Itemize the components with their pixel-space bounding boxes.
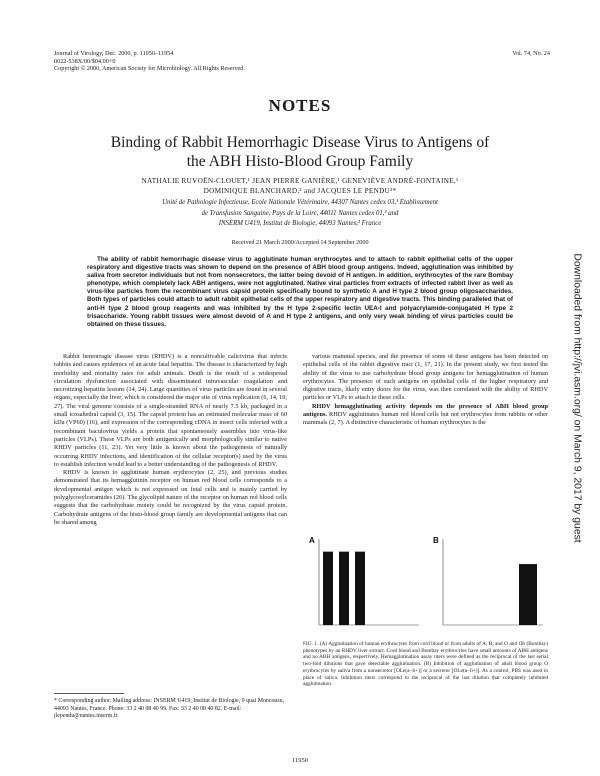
corresponding-author-footnote: * Corresponding author. Mailing address: INSERM U419, Institut de Biologie, 9 quai Moncousu, 44093 Nantes, France. Phone: 33 2 40 08 40 99. Fax: 33 2 40 08 40 82. E-mail: jlependu@nantes.inserm.fr. <box>54 698 285 720</box>
right-column <box>303 353 548 428</box>
runin-heading: RHDV hemagglutinating activity depends on the presence of ABH blood group antigens. <box>303 402 548 419</box>
bar-a-2 <box>355 552 365 625</box>
title-line-1: Binding of Rabbit Hemorrhagic Disease Virus to Antigens of <box>110 134 490 151</box>
panel-label-b: B <box>433 536 439 545</box>
figure-1-chart <box>303 527 548 635</box>
download-banner[interactable] <box>572 158 582 638</box>
running-header <box>54 50 245 73</box>
left-column <box>54 353 287 527</box>
abstract: The ability of rabbit hemorrhagic disease virus to agglutinate human erythrocytes and to attach to rabbit epithelial cells of the upper respiratory and digestive tracts was shown to depend on the presence of ABH blood group antigens. Indeed, agglutination was inhibited by saliva from secretor individuals but not from nonsecretors, the latter being devoid of H antigen. In addition, erythrocytes of the rare Bombay phenotype, which completely lack ABH antigens, were not agglutinated. Native viral particles from extracts of infected rabbit liver as well as virus-like particles from the recombinant virus capsid protein specifically bound to synthetic A and H type 2 blood group oligosaccharides. Both types of particles could attach to adult rabbit epithelial cells of the upper respiratory and digestive tracts. This binding paralleled that of anti-H type 2 blood group reagents and was inhibited by the H type 2-specific lectin UEA-I and polyacrylamide-conjugated H type 2 trisaccharide. Young rabbit tissues were almost devoid of A and H type 2 antigens, and only very weak binding of virus particles could be obtained on these tissues. <box>87 256 513 328</box>
authors-line-2: DOMINIQUE BLANCHARD,² and JACQUES LE PENDU³* <box>203 187 397 195</box>
body-paragraph <box>303 403 548 428</box>
footnote-divider <box>54 693 124 694</box>
affiliation-line-2: de Transfusion Sanguine, Pays de la Loire, 44011 Nantes cedex 01,² and <box>201 209 399 217</box>
author-list <box>60 176 540 196</box>
issn-line: 0022-538X/00/$04.00+0 <box>54 57 116 65</box>
page-number: 11950 <box>291 757 308 764</box>
article-title <box>60 133 540 171</box>
section-label: NOTES <box>268 96 332 115</box>
figure-caption: FIG. 1. (A) Agglutination of human erythrocytes from cord blood or from adults of A, B, and O and Oh (Bombay) phenotypes by an RHDV liver extract. Cord blood and Bombay erythrocytes have small amounts of ABH antigens and no ABH antigens, respectively. Hemagglutination assay titers were defined as the reciprocal of the last serial two-fold dilutions that gave detectable agglutination. (B) Inhibition of agglutination of adult blood group O erythrocytes by saliva from a nonsecretor [OLe(a−b+)] or a secretor [OLe(a−b+)]. As a control, PBS was used in place of saliva. Inhibition titers correspond to the reciprocal of the last dilution that completely inhibited agglutination. <box>303 641 548 688</box>
volume-number: Vol. 74, No. 24 <box>512 50 550 57</box>
title-line-2: the ABH Histo-Blood Group Family <box>186 153 414 170</box>
download-banner-text[interactable]: Downloaded from http://jvi.asm.org/ on March 9, 2017 by guest <box>571 253 583 543</box>
received-dates: Received 21 March 2000/Accepted 14 September 2000 <box>231 239 369 246</box>
bar-a-0 <box>323 552 333 625</box>
bar-b-1 <box>519 564 537 625</box>
copyright-line: Copyright © 2000, American Society for Microbiology. All Rights Reserved. <box>54 65 245 73</box>
body-paragraph: Rabbit hemorragic disease virus (RHDV) is a noncultivable calicivirus that infects rabbits and causes epidemics of an acute fatal hepatitis. The disease is characterized by high morbidity and mortality rates for adult animals. Death is the result of a widespread circulation dysfunction associated with disseminated intravascular coagulation and necrotizing hepatitis lesions (14, 24). Large quantities of virus particles are found in several organs, especially the liver, which is considered the major site of virus replication (6, 14, 19, 27). The viral genome consists of a single-stranded RNA of nearly 7.5 kb, packaged in a small icosahedral capsid (3, 15). The capsid protein has an estimated molecular mass of 60 kDa (VP60) (16), and expression of the corresponding cDNA in insect cells infected with a recombinant baculovirus yields a protein that spontaneously assembles into virus-like particles (VLPs). These VLPs are both antigenically and morphologically similar to native RHDV particles (11, 23). Yet very little is known about the pathogenesis of naturally occurring RHDV infections, and identification of the cellular receptor(s) used by the virus to establish infection would lead to a better understanding of the pathogenesis of RHDV. <box>54 353 287 468</box>
affiliations <box>60 198 540 230</box>
journal-citation: Journal of Virology, Dec. 2000, p. 11950–11954 <box>54 50 174 57</box>
body-paragraph: RHDV is known to agglutinate human erythrocytes (2, 25), and previous studies demonstrated that its hemagglutinin receptor on human red blood cells corresponds to a developmental antigen which is not expressed on fetal cells and is mainly carried by polyglycosylceramides (26). The glycolipid nature of the receptor on human red blood cells suggests that the carbohydrate moiety could be recognized by the virus capsid protein. Carbohydrate antigens of the histo-blood group family are developmental antigens that can be shared among <box>54 469 287 526</box>
affiliation-line-1: Unité de Pathologie Infectieuse, Ecole Nationale Vétérinaire, 44307 Nantes cedex 03,¹ Etablissement <box>162 199 438 206</box>
bar-a-1 <box>339 552 349 625</box>
paragraph-text: RHDV agglutinates human red blood cells but not erythrocytes from rabbits or other mammals (2, 7). A distinctive characteristic of human erythrocytes is the <box>303 411 548 427</box>
panel-label-a: A <box>309 536 315 545</box>
affiliation-line-3: INSERM U419, Institut de Biologie, 44093 Nantes,³ France <box>218 220 382 227</box>
body-paragraph: various mammal species, and the presence of some of these antigens has been detected on epithelial cells of the rabbit digestive tract (1, 17, 21). In the present study, we first tested the ability of the virus to use carbohydrate blood group antigens for hemagglutination of human erythrocytes. The presence of such antigens on epithelial cells of the higher respiratory and digestive tracts, likely entry doors for the virus, was then correlated with the ability of RHDV particles or VLPs to attach to these cells. <box>303 353 548 402</box>
authors-line-1: NATHALIE RUVOËN-CLOUET,¹ JEAN PIERRE GANIÈRE,¹ GENEVIÈVE ANDRÉ-FONTAINE,¹ <box>141 177 459 185</box>
figure-1 <box>303 527 548 635</box>
